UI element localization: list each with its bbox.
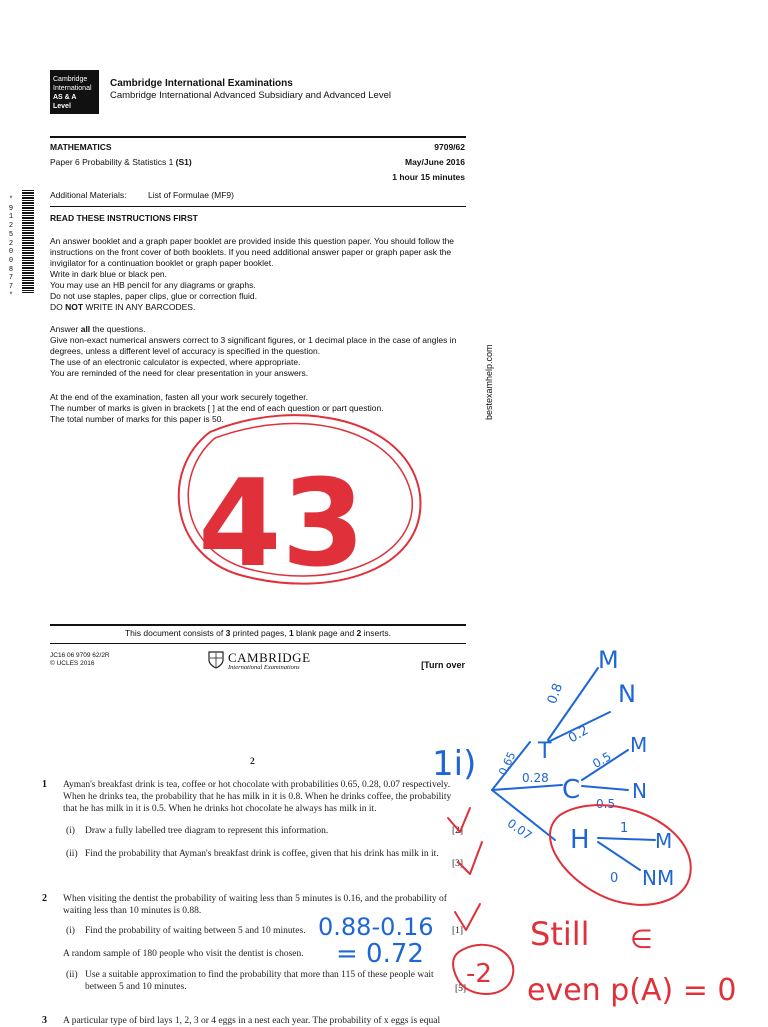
instruction-line: The use of an electronic calculator is expected, where appropriate.	[50, 357, 301, 367]
q2-line: When visiting the dentist the probability of waiting less than 5 minutes is 0.16, and the probability of	[63, 894, 447, 904]
count-post: inserts.	[361, 628, 392, 638]
duration: 1 hour 15 minutes	[392, 172, 465, 182]
q1-i-marks: [2]	[452, 826, 464, 836]
watermark-site: bestexamhelp.com	[484, 344, 494, 420]
prob-n2: 0.5	[596, 797, 616, 811]
count-pre: This document consists of	[124, 628, 226, 638]
barcode-digit: 9	[8, 204, 14, 213]
branch-n3	[598, 842, 640, 870]
leaf-nm: NM	[642, 866, 675, 890]
warning-pre: DO	[50, 302, 66, 312]
deduction-mark: -2	[466, 959, 492, 989]
warning-bold: NOT	[65, 302, 84, 312]
instruction-line: Give non-exact numerical answers correct to 3 significant figures, or 1 decimal place in the case of angles in	[50, 335, 457, 345]
barcode-digit: 7	[8, 283, 14, 292]
q2-ii-marks: [5]	[455, 984, 467, 994]
barcode-digit: 2	[8, 222, 14, 231]
cambridge-brand: CAMBRIDGE	[228, 650, 311, 665]
org-subtitle: Cambridge International Advanced Subsidiary and Advanced Level	[110, 90, 391, 101]
answer-bold: all	[80, 324, 91, 334]
barcode-digit: 0	[8, 248, 14, 257]
q2-ii-text-2: between 5 and 10 minutes.	[85, 982, 187, 992]
prob-m3: 1	[620, 821, 629, 836]
leaf-m1: M	[598, 646, 619, 674]
node-coffee: C	[562, 775, 581, 805]
count-inserts: 2	[356, 628, 362, 638]
check-mark-2	[458, 842, 482, 874]
node-hot: H	[570, 825, 590, 855]
count-blank: 1	[288, 628, 294, 638]
barcode-digit: *	[8, 291, 14, 300]
count-printed: 3	[225, 628, 231, 638]
subject-title: MATHEMATICS	[50, 142, 112, 152]
session: May/June 2016	[404, 157, 465, 167]
barcode-digit: 5	[8, 230, 14, 239]
q1-ii-marks: [3]	[452, 859, 464, 869]
instruction-line: At the end of the examination, fasten all your work securely together.	[50, 392, 308, 402]
q3-number: 3	[42, 1015, 47, 1026]
branch-m3	[598, 838, 655, 840]
instruction-line: The number of marks is given in brackets [ ] at the end of each question or part question.	[50, 403, 384, 413]
q1-ii-label: (ii)	[66, 849, 78, 859]
leaf-n2: N	[632, 779, 647, 803]
q1-ii-text: Find the probability that Ayman's breakfast drink is coffee, given that his drink has milk in it.	[85, 849, 439, 859]
page-number: 2	[250, 757, 255, 767]
q2-number: 2	[42, 893, 47, 904]
check-mark-1	[448, 808, 470, 832]
turn-over: [Turn over	[421, 660, 465, 670]
q2-sample-text: A random sample of 180 people who visit the dentist is chosen.	[63, 949, 304, 959]
materials-label: Additional Materials:	[50, 190, 127, 200]
prob-tea: 0.65	[496, 749, 519, 778]
barcode-digit: 2	[8, 239, 14, 248]
instruction-line: You are reminded of the need for clear presentation in your answers.	[50, 368, 309, 378]
note-line-1: Still	[530, 915, 590, 953]
cambridge-brand-sub: International Examinations	[228, 664, 300, 671]
q2-ii-text: Use a suitable approximation to find the probability that more than 115 of these people wait	[85, 970, 434, 980]
q1-number: 1	[42, 779, 47, 790]
barcode-digit: 1	[8, 213, 14, 222]
q1-line: When he drinks tea, the probability that he has milk in it is 0.8. When he drinks coffee, the probability	[63, 792, 452, 802]
note-symbol: ∈	[630, 925, 653, 955]
prob-n3: 0	[610, 871, 619, 886]
org-title: Cambridge International Examinations	[110, 78, 293, 89]
barcode-digit: 8	[8, 265, 14, 274]
q2-i-marks: [1]	[452, 926, 464, 936]
logo-line-1: Cambridge	[53, 76, 88, 83]
q2-i-label: (i)	[66, 926, 75, 936]
instruction-line: An answer booklet and a graph paper booklet are provided inside this question paper. You should follow the	[50, 236, 455, 246]
tree-label: 1i)	[432, 744, 477, 784]
prob-m2: 0.5	[590, 749, 614, 771]
copyright: © UCLES 2016	[50, 660, 95, 667]
score-text: 43	[198, 455, 365, 594]
logo-line-3: AS & A Level	[53, 94, 77, 110]
code-line: JC16 06 9709 62/2R	[50, 652, 110, 659]
instructions-heading: READ THESE INSTRUCTIONS FIRST	[50, 213, 198, 223]
q1-line: that he has milk in it is 0.5. When he drinks hot chocolate he always has milk in it.	[63, 804, 377, 814]
instruction-line: Write in dark blue or black pen.	[50, 269, 168, 279]
calc-line-2: = 0.72	[336, 939, 424, 969]
branch-coffee	[492, 785, 562, 790]
leaf-n1: N	[618, 680, 636, 708]
calc-line-1: 0.88-0.16	[318, 913, 434, 941]
count-mid-1: printed pages,	[230, 628, 289, 638]
note-line-2: even p(A) = 0	[527, 973, 737, 1008]
q1-i-text: Draw a fully labelled tree diagram to represent this information.	[85, 826, 329, 836]
q2-ii-label: (ii)	[66, 970, 78, 980]
paper-tag: (S1)	[175, 157, 192, 167]
barcode-digit: 7	[8, 274, 14, 283]
instruction-line: Do not use staples, paper clips, glue or correction fluid.	[50, 291, 257, 301]
tree-diagram	[432, 646, 674, 890]
q3-text: A particular type of bird lays 1, 2, 3 or 4 eggs in a nest each year. The probability of x eggs is equal	[63, 1016, 441, 1026]
instruction-line: invigilator for a continuation booklet or graph paper booklet.	[50, 258, 274, 268]
materials-value: List of Formulae (MF9)	[148, 190, 234, 200]
answer-pre: Answer	[50, 324, 81, 334]
q1-i-label: (i)	[66, 826, 75, 836]
q2-i-text: Find the probability of waiting between 5 and 10 minutes.	[85, 926, 306, 936]
leaf-m3: M	[655, 829, 673, 853]
prob-coffee: 0.28	[522, 771, 549, 785]
answer-post: the questions.	[90, 324, 146, 334]
logo-line-2: International	[53, 85, 92, 92]
instruction-line: You may use an HB pencil for any diagrams or graphs.	[50, 280, 256, 290]
paper-name: Paper 6 Probability & Statistics 1	[50, 157, 176, 167]
check-mark-3	[455, 904, 480, 930]
warning-post: WRITE IN ANY BARCODES.	[83, 302, 196, 312]
q1-line: Ayman's breakfast drink is tea, coffee or hot chocolate with probabilities 0.65, 0.28, 0.07 respectively.	[63, 780, 451, 790]
barcode-digit: *	[8, 196, 14, 204]
prob-n1: 0.2	[565, 722, 592, 747]
prob-hot: 0.07	[504, 816, 535, 843]
branch-n2	[582, 786, 628, 790]
leaf-m2: M	[630, 733, 648, 757]
barcode-digit: 0	[8, 256, 14, 265]
count-mid-2: blank page and	[293, 628, 357, 638]
q2-line: waiting less than 10 minutes is 0.88.	[63, 906, 202, 916]
instruction-line: instructions on the front cover of both booklets. If you need additional answer paper or graph paper ask the	[50, 247, 452, 257]
prob-m1: 0.8	[544, 681, 567, 707]
node-tea: T	[538, 739, 552, 764]
paper-code: 9709/62	[434, 142, 465, 152]
instruction-line: The total number of marks for this paper is 50.	[50, 414, 224, 424]
instruction-line: degrees, unless a different level of accuracy is specified in the question.	[50, 346, 321, 356]
